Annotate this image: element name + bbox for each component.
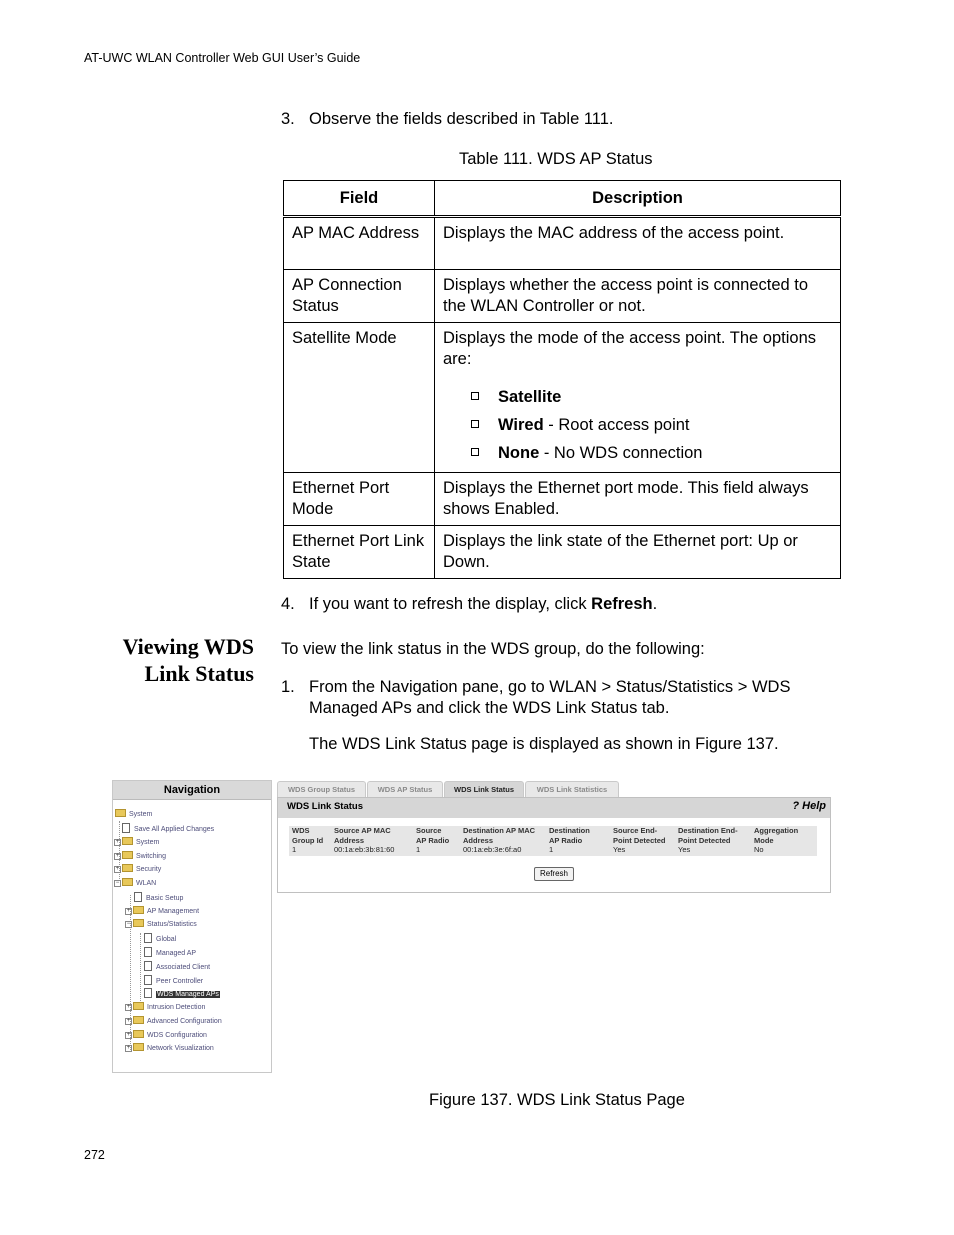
page-icon <box>144 947 152 957</box>
tree-label: Intrusion Detection <box>147 1004 206 1011</box>
expand-icon[interactable]: + <box>126 1045 131 1051</box>
column-header: Destination <box>549 826 590 835</box>
tree-item-wds-managed-aps[interactable] <box>144 988 220 1000</box>
step-number: 1. <box>281 678 295 696</box>
table-column <box>613 826 666 855</box>
column-header: Source <box>416 826 442 835</box>
tree-item-associated-client[interactable] <box>144 961 210 973</box>
column-header: Point Detected <box>678 835 731 845</box>
folder-icon <box>133 906 144 914</box>
step-3 <box>281 109 614 130</box>
step-number: 4. <box>281 595 295 613</box>
table-header-row <box>284 181 841 217</box>
table-row <box>284 270 841 323</box>
folder-icon <box>122 837 133 845</box>
table-cell: 1 <box>549 845 554 854</box>
tree-item-global[interactable] <box>144 933 176 945</box>
tree-item-basic-setup[interactable] <box>134 892 183 904</box>
tree-item-intrusion-detection[interactable] <box>125 1002 205 1014</box>
step-text: Observe the fields described in Table 111. <box>309 110 614 128</box>
table-cell: No <box>754 845 764 854</box>
table-cell: Yes <box>678 845 691 854</box>
expand-icon[interactable]: + <box>115 839 120 845</box>
tree-item-save-all[interactable] <box>122 823 214 835</box>
collapse-icon[interactable]: − <box>126 921 131 927</box>
page-icon <box>144 988 152 998</box>
column-header: Aggregation <box>754 826 799 835</box>
refresh-button[interactable]: Refresh <box>534 867 574 881</box>
running-header: AT-UWC WLAN Controller Web GUI User’s Guide <box>84 51 361 65</box>
folder-icon <box>133 1016 144 1024</box>
wds-link-status-panel <box>277 797 831 893</box>
tree-label: System <box>136 839 160 846</box>
intro-paragraph: To view the link status in the WDS group, do the following: <box>281 640 705 658</box>
section-heading-line: Link Status <box>144 661 254 686</box>
folder-icon <box>122 864 133 872</box>
description-cell <box>435 323 841 473</box>
table-column <box>678 826 738 855</box>
checkbox-bullet-icon <box>471 420 479 428</box>
table-cell: 1 <box>292 845 297 854</box>
description-cell: Displays the link state of the Ethernet port: Up or Down. <box>435 526 841 579</box>
column-header: AP Radio <box>549 835 583 845</box>
field-cell: Satellite Mode <box>284 323 435 473</box>
page-number: 272 <box>84 1148 105 1162</box>
tree-item-advanced-configuration[interactable] <box>125 1016 222 1028</box>
description-text: Displays the mode of the access point. The options are: <box>443 329 816 368</box>
tab-wds-link-status[interactable]: WDS Link Status <box>444 781 524 797</box>
page-icon <box>144 975 152 985</box>
tree-item-ap-management[interactable] <box>125 906 199 918</box>
tree-label: Global <box>156 936 177 943</box>
page-icon <box>144 961 152 971</box>
step-punctuation: . <box>652 595 658 613</box>
tree-label: Status/Statistics <box>147 921 197 928</box>
tree-item-wlan[interactable] <box>114 878 156 890</box>
tree-label: Managed AP <box>156 950 197 957</box>
panel-title: WDS Link Status <box>287 801 364 812</box>
column-header: WDS <box>292 826 310 835</box>
tree-item-peer-controller[interactable] <box>144 975 203 987</box>
field-cell: Ethernet Port Mode <box>284 473 435 526</box>
tree-label: WDS Managed APs <box>157 991 219 998</box>
navigation-title: Navigation <box>113 781 271 800</box>
table-cell: 1 <box>416 845 421 854</box>
column-header: AP Radio <box>416 835 450 845</box>
section-heading-line: Viewing WDS <box>122 634 254 659</box>
tree-item-system-root[interactable] <box>115 809 152 821</box>
panel-header <box>278 798 830 818</box>
table-column <box>416 826 449 855</box>
tree-item-network-visualization[interactable] <box>125 1043 214 1055</box>
option-desc: - No WDS connection <box>539 444 703 462</box>
tab-wds-ap-status[interactable]: WDS AP Status <box>367 781 443 797</box>
collapse-icon[interactable]: − <box>115 880 120 886</box>
table-row <box>284 526 841 579</box>
description-cell: Displays whether the access point is connected to the WLAN Controller or not. <box>435 270 841 323</box>
table-cell: Yes <box>613 845 626 854</box>
step-1 <box>281 677 790 718</box>
step-4 <box>281 594 657 615</box>
tree-item-managed-ap[interactable] <box>144 947 196 959</box>
refresh-emphasis: Refresh <box>591 595 653 613</box>
option-name: None <box>498 444 540 462</box>
column-header: Point Detected <box>613 835 666 845</box>
options-list <box>471 383 832 467</box>
tree-label: System <box>129 811 153 818</box>
tab-wds-link-statistics[interactable]: WDS Link Statistics <box>525 781 619 797</box>
tree-item-status-statistics[interactable] <box>125 919 197 931</box>
navigation-pane <box>112 780 272 1073</box>
field-cell: AP Connection Status <box>284 270 435 323</box>
folder-open-icon <box>122 878 133 886</box>
field-cell: Ethernet Port Link State <box>284 526 435 579</box>
checkbox-bullet-icon <box>471 448 479 456</box>
folder-open-icon <box>133 919 144 927</box>
expand-icon[interactable]: + <box>126 908 131 914</box>
tree-label: AP Management <box>147 908 200 915</box>
help-link[interactable]: ? Help <box>792 800 826 812</box>
folder-icon <box>133 1002 144 1010</box>
column-header-description: Description <box>435 181 841 217</box>
description-cell: Displays the Ethernet port mode. This field always shows Enabled. <box>435 473 841 526</box>
option-name: Satellite <box>498 388 562 406</box>
table-cell: 00:1a:eb:3e:6f:a0 <box>463 845 522 854</box>
folder-icon <box>133 1043 144 1051</box>
column-header: Mode <box>754 835 774 845</box>
step-text: If you want to refresh the display, click <box>309 595 592 613</box>
column-header: Destination End- <box>678 826 738 835</box>
option-item <box>471 439 832 467</box>
column-header-field: Field <box>284 181 435 217</box>
table-column <box>754 826 798 855</box>
tree-label: WDS Configuration <box>147 1032 207 1039</box>
table-row <box>284 473 841 526</box>
column-header: Destination AP MAC <box>463 826 536 835</box>
column-header: Group Id <box>292 835 324 845</box>
column-header: Source End- <box>613 826 658 835</box>
expand-icon[interactable]: + <box>126 1018 131 1024</box>
result-paragraph: The WDS Link Status page is displayed as shown in Figure 137. <box>309 735 779 753</box>
tree-item-system[interactable] <box>114 837 159 849</box>
table-column <box>292 826 323 855</box>
tree-label: Security <box>136 866 162 873</box>
tree-line <box>140 933 141 1003</box>
tree-label: Save All Applied Changes <box>134 826 215 833</box>
checkbox-bullet-icon <box>471 392 479 400</box>
tab-wds-group-status[interactable]: WDS Group Status <box>277 781 366 797</box>
link-status-table <box>289 826 817 856</box>
tree-label: Peer Controller <box>156 978 204 985</box>
folder-icon <box>133 1030 144 1038</box>
option-item <box>471 411 832 439</box>
expand-icon[interactable]: + <box>115 853 120 859</box>
table-cell: 00:1a:eb:3b:81:60 <box>334 845 395 854</box>
tree-label: WLAN <box>136 880 157 887</box>
tree-item-switching[interactable] <box>114 851 166 863</box>
page-icon <box>134 892 142 902</box>
step-text: From the Navigation pane, go to WLAN > Status/Statistics > WDS <box>309 678 791 696</box>
folder-open-icon <box>115 809 126 817</box>
column-header: Address <box>463 835 494 845</box>
step-text-continued: Managed APs and click the WDS Link Status tab. <box>309 698 670 717</box>
folder-icon <box>122 851 133 859</box>
page-icon <box>122 823 130 833</box>
table-column <box>334 826 394 855</box>
table-row <box>284 217 841 270</box>
figure-caption: Figure 137. WDS Link Status Page <box>429 1091 685 1109</box>
section-heading <box>88 633 254 687</box>
tree-label: Network Visualization <box>147 1045 214 1052</box>
column-header: Address <box>334 835 365 845</box>
option-name: Wired <box>498 416 544 434</box>
column-header: Source AP MAC <box>334 826 391 835</box>
expand-icon[interactable]: + <box>126 1032 131 1038</box>
option-desc: - Root access point <box>543 416 690 434</box>
tree-label: Basic Setup <box>146 895 184 902</box>
tree-label: Switching <box>136 853 166 860</box>
tree-item-wds-configuration[interactable] <box>125 1030 207 1042</box>
wds-ap-status-table <box>283 180 841 579</box>
expand-icon[interactable]: + <box>115 866 120 872</box>
tree-label: Advanced Configuration <box>147 1018 222 1025</box>
page-icon <box>144 933 152 943</box>
field-cell: AP MAC Address <box>284 217 435 270</box>
table-row <box>284 323 841 473</box>
step-number: 3. <box>281 110 295 128</box>
table-column <box>549 826 590 855</box>
tree-item-security[interactable] <box>114 864 161 876</box>
option-item <box>471 383 832 411</box>
table-column <box>463 826 535 855</box>
description-cell: Displays the MAC address of the access point. <box>435 217 841 270</box>
expand-icon[interactable]: + <box>126 1004 131 1010</box>
table-caption: Table 111. WDS AP Status <box>459 150 653 168</box>
tree-label: Associated Client <box>156 964 211 971</box>
